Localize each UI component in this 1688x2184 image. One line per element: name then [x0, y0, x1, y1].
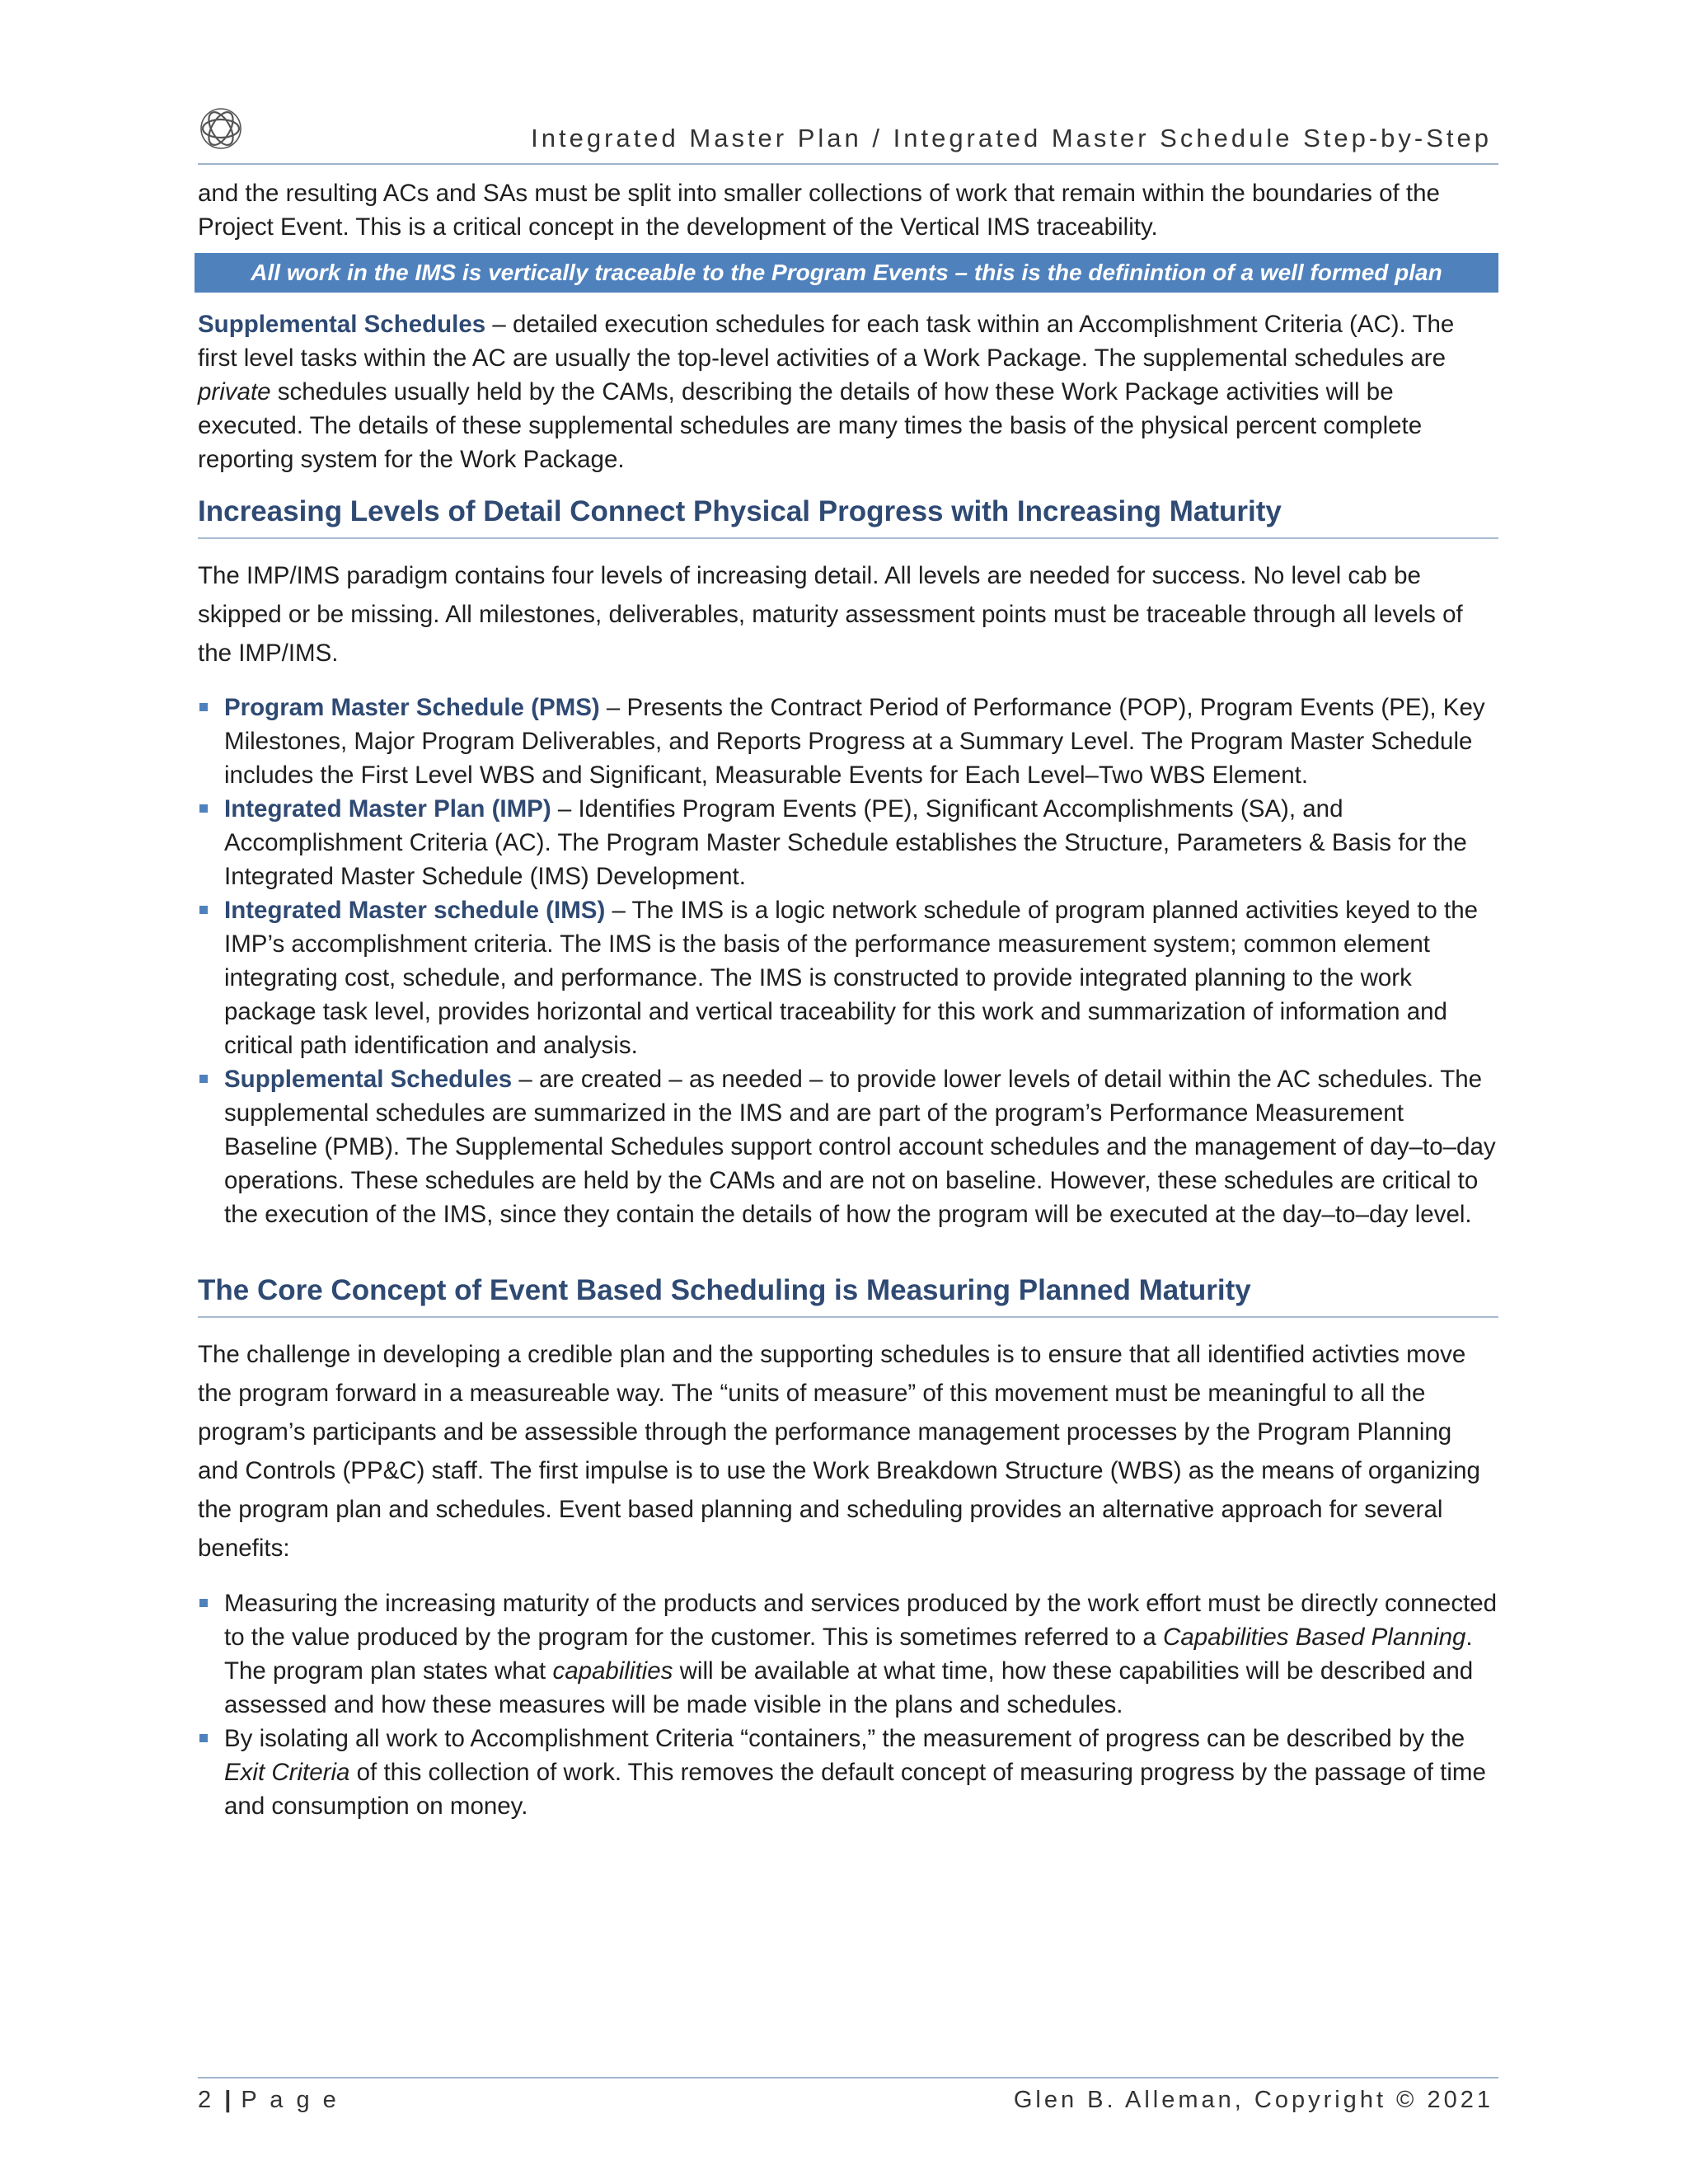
supplemental-text-1: – detailed execution schedules for each task within an Accomplishment Criteria (AC). The first level tasks within the AC are usually the top-level activities of a Work Package. The supplemental schedules are	[198, 311, 1455, 372]
list-item	[198, 893, 1498, 1062]
interlocking-rings-logo-icon	[198, 105, 244, 152]
section2-paragraph: The challenge in developing a credible plan and the supporting schedules is to ensure that all identified activties move the program forward in a measureable way. The “units of measure” of this movement must be meaningful to all the program’s participants and be assessible through the performance management processes by the Program Planning and Controls (PP&C) staff. The first impulse is to use the Work Breakdown Structure (WBS) as the means of organizing the program plan and schedules. Event based planning and scheduling provides an alternative approach for several benefits:	[198, 1341, 1480, 1562]
list-item	[198, 1586, 1498, 1722]
document-page	[198, 0, 1498, 2184]
list-item	[198, 1062, 1498, 1231]
section-heading-levels-of-detail: Increasing Levels of Detail Connect Physical Progress with Increasing Maturity	[198, 491, 1498, 539]
section2-bullet-list	[198, 1586, 1498, 1823]
bullet-text: – Presents the Contract Period of Performance (POP), Program Events (PE), Key Milestones, Major Program Deliverables, and Reports Progress at a Summary Level. The Program Master Schedule includes the First Level WBS and Significant, Measurable Events for Each Level–Two WBS Element.	[224, 694, 1485, 789]
supplemental-text-2: schedules usually held by the CAMs, describing the details of how these Work Package activities will be executed. The details of these supplemental schedules are many times the basis of the physical percent complete reporting system for the Work Package.	[198, 378, 1423, 473]
bullet-lead: Integrated Master Plan (IMP)	[224, 795, 551, 823]
bullet-text: Measuring the increasing maturity of the products and services produced by the work effort must be directly connected to the value produced by the program for the customer. This is sometimes referred to a	[224, 1590, 1498, 1651]
list-item	[198, 1722, 1498, 1823]
footer-copyright: Glen B. Alleman, Copyright © 2021	[1013, 2087, 1493, 2113]
square-bullet-icon	[199, 703, 208, 711]
callout-banner: All work in the IMS is vertically traceable to the Program Events – this is the definintion of a well formed plan	[195, 253, 1498, 293]
bullet-text: . The program plan states what	[224, 1624, 1473, 1685]
square-bullet-icon	[199, 804, 208, 813]
bullet-italic: capabilities	[552, 1657, 673, 1685]
supplemental-paragraph	[198, 307, 1498, 476]
square-bullet-icon	[199, 1075, 208, 1083]
bullet-text: – are created – as needed – to provide lower levels of detail within the AC schedules. The supplemental schedules are summarized in the IMS and are part of the program’s Performance Measurement Baseline (PMB). The Supplemental Schedules support control account schedules and the management of day–to–day operations. These schedules are held by the CAMs and are not on baseline. However, these schedules are critical to the execution of the IMS, since they contain the details of how the program will be executed at the day–to–day level.	[224, 1066, 1496, 1228]
bullet-text: – The IMS is a logic network schedule of program planned activities keyed to the IMP’s accomplishment criteria. The IMS is the basis of the performance measurement system; common element integrating cost, schedule, and performance. The IMS is constructed to provide integrated planning to the work package task level, provides horizontal and vertical traceability for this work and summarization of information and critical path identification and analysis.	[224, 897, 1479, 1059]
intro-paragraph: and the resulting ACs and SAs must be split into smaller collections of work that remain within the boundaries of the Project Event. This is a critical concept in the development of the Vertical IMS traceability.	[198, 180, 1440, 241]
square-bullet-icon	[199, 906, 208, 914]
page-footer	[198, 2077, 1498, 2120]
page-number-value: 2	[198, 2087, 215, 2113]
section1-bullet-list	[198, 691, 1498, 1231]
supplemental-italic: private	[198, 378, 271, 405]
bullet-lead: Program Master Schedule (PMS)	[224, 694, 600, 721]
supplemental-lead: Supplemental Schedules	[198, 311, 486, 338]
header-title: Integrated Master Plan / Integrated Master Schedule Step-by-Step	[531, 124, 1492, 152]
bullet-text: By isolating all work to Accomplishment Criteria “containers,” the measurement of progress can be described by the	[224, 1725, 1465, 1752]
section-heading-event-based-scheduling: The Core Concept of Event Based Scheduling is Measuring Planned Maturity	[198, 1270, 1498, 1318]
page-label: P a g e	[241, 2087, 340, 2113]
bullet-text: of this collection of work. This removes the default concept of measuring progress by the passage of time and consumption on money.	[224, 1759, 1486, 1820]
square-bullet-icon	[199, 1599, 208, 1607]
bullet-text: – Identifies Program Events (PE), Significant Accomplishments (SA), and Accomplishment Criteria (AC). The Program Master Schedule establishes the Structure, Parameters & Basis for the Integrated Master Schedule (IMS) Development.	[224, 795, 1467, 890]
page-number: 2 | P a g e	[198, 2087, 340, 2113]
section1-paragraph: The IMP/IMS paradigm contains four levels of increasing detail. All levels are needed for success. No level cab be skipped or be missing. All milestones, deliverables, maturity assessment points must be traceable through all levels of the IMP/IMS.	[198, 562, 1463, 667]
square-bullet-icon	[199, 1734, 208, 1742]
bullet-italic: Exit Criteria	[224, 1759, 350, 1786]
bullet-lead: Supplemental Schedules	[224, 1066, 513, 1093]
list-item	[198, 792, 1498, 893]
bullet-lead: Integrated Master schedule (IMS)	[224, 897, 606, 924]
bullet-italic: Capabilities Based Planning	[1163, 1624, 1466, 1651]
page-header	[198, 105, 1498, 165]
bullet-text: will be available at what time, how these capabilities will be described and assessed and how these measures will be made visible in the plans and schedules.	[224, 1657, 1474, 1718]
list-item	[198, 691, 1498, 792]
